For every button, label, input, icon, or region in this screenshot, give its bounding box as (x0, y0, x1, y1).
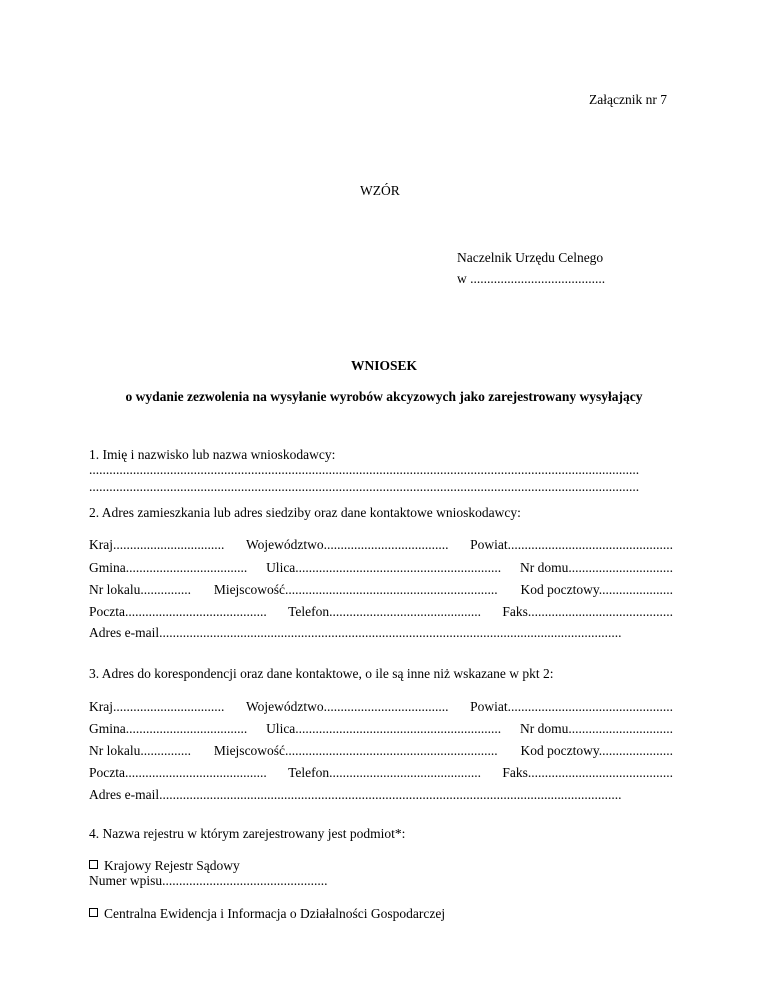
field-apartment-number: Nr lokalu............... (89, 582, 191, 597)
field-city: Miejscowość............................................................... (213, 582, 498, 597)
attachment-label: Załącznik nr 7 (589, 92, 667, 107)
field-fax: Faks........................................... (502, 604, 673, 619)
register-option-ceidg (89, 906, 673, 922)
field-city: Miejscowość............................................................... (213, 743, 498, 758)
field-postal-code: Kod pocztowy...................... (520, 743, 673, 758)
template-label: WZÓR (360, 183, 400, 198)
field-post-office: Poczta.......................................... (89, 765, 267, 780)
field-fax: Faks........................................... (502, 765, 673, 780)
field-county: Powiat................................................. (470, 699, 673, 714)
register-option-krs-label: Krajowy Rejestr Sądowy (104, 858, 240, 873)
field-postal-code: Kod pocztowy...................... (520, 582, 673, 597)
section-2-row-2 (89, 560, 673, 576)
field-country: Kraj................................. (89, 537, 225, 552)
field-voivodeship: Województwo..................................... (245, 699, 449, 714)
document-subtitle: o wydanie zezwolenia na wysyłanie wyrobów akcyzowych jako zarejestrowany wysyłający (125, 389, 643, 404)
section-3-row-3 (89, 743, 673, 759)
field-phone: Telefon............................................. (288, 604, 482, 619)
section-2-email: Adres e-mail......................................................................................................................................... (89, 625, 622, 640)
section-3-row-4 (89, 765, 673, 781)
section-1-label: 1. Imię i nazwisko lub nazwa wnioskodawcy: (89, 447, 336, 462)
field-street: Ulica............................................................. (266, 721, 502, 736)
field-commune: Gmina.................................... (89, 560, 248, 575)
section-2-row-3 (89, 582, 673, 598)
section-1-line-1: ................................................................................................................................................................... (89, 462, 640, 477)
document-title: WNIOSEK (350, 358, 418, 373)
field-house-number: Nr domu............................... (520, 721, 673, 736)
section-1-line-2: ................................................................................................................................................................... (89, 479, 640, 494)
field-apartment-number: Nr lokalu............... (89, 743, 191, 758)
section-3-email: Adres e-mail......................................................................................................................................... (89, 787, 622, 802)
addressee-line-1: Naczelnik Urzędu Celnego (457, 250, 604, 265)
field-commune: Gmina.................................... (89, 721, 248, 736)
section-3-row-2 (89, 721, 673, 737)
section-2-label: 2. Adres zamieszkania lub adres siedziby oraz dane kontaktowe wnioskodawcy: (89, 505, 521, 520)
field-post-office: Poczta.......................................... (89, 604, 267, 619)
section-3-label: 3. Adres do korespondencji oraz dane kontaktowe, o ile są inne niż wskazane w pkt 2: (89, 666, 554, 681)
field-street: Ulica............................................................. (266, 560, 502, 575)
addressee-line-2: w ........................................ (457, 271, 606, 286)
register-option-ceidg-label: Centralna Ewidencja i Informacja o Działalności Gospodarczej (104, 906, 446, 921)
section-4-label: 4. Nazwa rejestru w którym zarejestrowany jest podmiot*: (89, 826, 406, 841)
section-2-row-4 (89, 604, 673, 620)
section-2-row-1 (89, 537, 673, 553)
section-3-row-1 (89, 699, 673, 715)
field-country: Kraj................................. (89, 699, 225, 714)
field-phone: Telefon............................................. (288, 765, 482, 780)
checkbox-icon[interactable] (89, 908, 98, 917)
field-voivodeship: Województwo..................................... (245, 537, 449, 552)
register-number-field: Numer wpisu................................................. (89, 873, 328, 888)
field-county: Powiat................................................. (470, 537, 673, 552)
register-option-krs (89, 858, 673, 874)
field-house-number: Nr domu............................... (520, 560, 673, 575)
checkbox-icon[interactable] (89, 860, 98, 869)
